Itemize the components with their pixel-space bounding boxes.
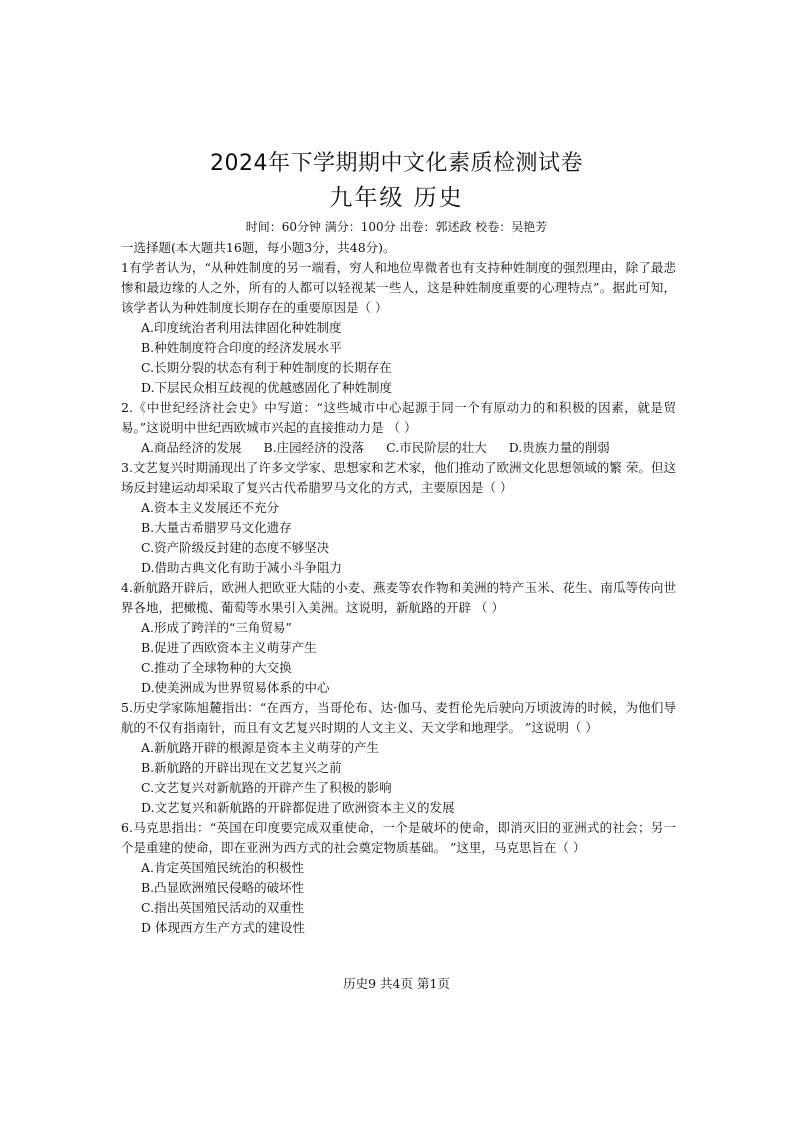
option-c: C.文艺复兴对新航路的开辟产生了积极的影响 [141,780,392,795]
option-a: A.新航路开辟的根源是资本主义萌芽的产生 [141,740,380,755]
question-1 [121,258,676,398]
question-6 [121,818,676,938]
option-c: C.长期分裂的状态有利于种姓制度的长期存在 [141,360,392,375]
option-b: B.促进了西欧资本主义萌芽产生 [141,640,317,655]
question-stem: 4.新航路开辟后，欧洲人把欧亚大陆的小麦、燕麦等农作物和美洲的特产玉米、花生、南瓜等传向世界各地，把橄榄、葡萄等水果引入美洲。这说明，新航路的开辟 （ ） [121,580,676,615]
option-d: D.贵族力量的削弱 [508,440,610,455]
question-5 [121,698,676,818]
page-footer: 历史9 共4页 第1页 [343,976,450,991]
question-stem: 1有学者认为，“从种姓制度的另一端看，穷人和地位卑微者也有支持种姓制度的强烈理由，除了最悲惨和最边缘的人之外，所有的人都可以轻视某一些人，这是种姓制度重要的心理特点”。据此可知，该学者认为种姓制度长期存在的重要原因是（ ） [121,260,676,315]
section-heading: 一选择题(本大题共16题，每小题3分，共48分)。 [121,240,396,255]
question-stem: 2.《中世纪经济社会史》中写道：“这些城市中心起源于同一个有原动力的和积极的因素，就是贸易。”这说明中世纪西欧城市兴起的直接推动力是 （ ） [121,400,676,435]
option-d: D.借助古典文化有助于减小斗争阻力 [141,560,343,575]
option-d: D.使美洲成为世界贸易体系的中心 [141,680,330,695]
question-3 [121,458,676,578]
option-d: D 体现西方生产方式的建设性 [141,920,305,935]
option-row [121,438,676,458]
option-b: B.凸显欧洲殖民侵略的破坏性 [141,880,305,895]
question-4 [121,578,676,698]
question-stem: 6.马克思指出：“英国在印度要完成双重使命，一个是破坏的使命，即消灭旧的亚洲式的社会；另一个是重建的使命，即在亚洲为西方式的社会奠定物质基础。 ”这里，马克思旨在（ ） [121,820,676,855]
option-a: A.形成了跨洋的“三角贸易” [141,620,292,635]
question-stem: 5.历史学家陈旭麓指出：“在西方，当哥伦布、达·伽马、麦哲伦先后驶向万顷波涛的时候，为他们导航的不仅有指南针，而且有文艺复兴时期的人文主义、天文学和地理学。 ”这说明（ ） [121,700,676,735]
option-a: A.商品经济的发展 [141,440,242,455]
option-a: A.印度统治者利用法律固化种姓制度 [141,320,342,335]
option-c: C.推动了全球物种的大交换 [141,660,292,675]
question-2 [121,398,676,458]
option-d: D.文艺复兴和新航路的开辟都促进了欧洲资本主义的发展 [141,800,455,815]
exam-subtitle: 九年级 历史 [329,185,464,211]
option-c: C.资产阶级反封建的态度不够坚决 [141,540,330,555]
option-a: A.资本主义发展还不充分 [141,500,280,515]
option-c: C.指出英国殖民活动的双重性 [141,900,305,915]
exam-meta: 时间：60分钟 满分：100分 出卷：郭述政 校卷：吴艳芳 [245,220,548,234]
option-b: B.种姓制度符合印度的经济发展水平 [141,340,342,355]
option-b: B.新航路的开辟出现在文艺复兴之前 [141,760,342,775]
option-a: A.肯定英国殖民统治的积极性 [141,860,305,875]
question-stem: 3.文艺复兴时期涌现出了许多文学家、思想家和艺术家，他们推动了欧洲文化思想领域的繁 荣。但这场反封建运动却采取了复兴古代希腊罗马文化的方式，主要原因是（ ） [121,460,676,495]
option-c: C.市民阶层的壮大 [386,440,487,455]
option-b: B.庄园经济的没落 [263,440,365,455]
option-d: D.下层民众相互歧视的优越感固化了种姓制度 [141,380,393,395]
option-b: B.大量古希腊罗马文化遗存 [141,520,292,535]
exam-title: 2024年下学期期中文化素质检测试卷 [210,151,583,176]
question-list [121,258,676,938]
